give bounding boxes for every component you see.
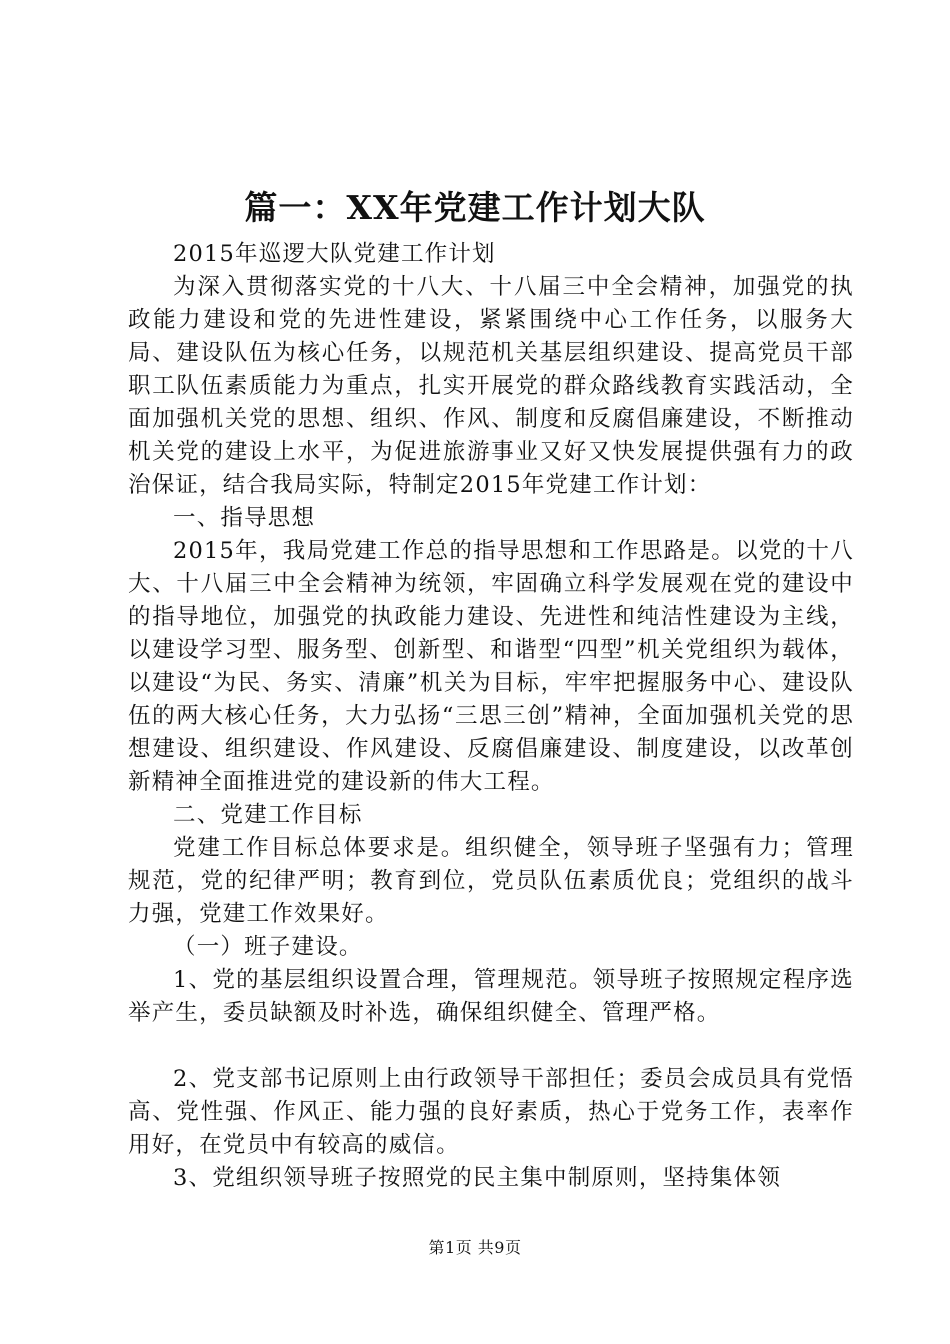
document-title: 篇一：XX年党建工作计划大队 <box>244 188 706 227</box>
list-item-2: 2、党支部书记原则上由行政领导干部担任；委员会成员具有党悟高、党性强、作风正、能力强的良好素质，热心于党务工作，表率作用好，在党员中有较高的威信。 <box>128 1066 854 1158</box>
section-heading-work-goals: 二、党建工作目标 <box>173 802 363 828</box>
document-body <box>128 238 854 1195</box>
paragraph-guiding-thought: 2015年，我局党建工作总的指导思想和工作思路是。以党的十八大、十八届三中全会精神为统领，牢固确立科学发展观在党的建设中的指导地位，加强党的执政能力建设、先进性和纯洁性建设为主线，以建设学习型、服务型、创新型、和谐型“四型”机关党组织为载体，以建设“为民、务实、清廉”机关为目标，牢牢把握服务中心、建设队伍的两大核心任务，大力弘扬“三思三创”精神，全面加强机关党的思想建设、组织建设、作风建设、反腐倡廉建设、制度建设，以改革创新精神全面推进党的建设新的伟大工程。 <box>128 538 854 795</box>
list-item-1: 1、党的基层组织设置合理，管理规范。领导班子按照规定程序选举产生，委员缺额及时补选，确保组织健全、管理严格。 <box>128 967 854 1026</box>
page-number-footer: 第1页 共9页 <box>428 1238 522 1257</box>
section-heading-guiding-thought: 一、指导思想 <box>173 505 316 531</box>
paragraph-work-goals: 党建工作目标总体要求是。组织健全，领导班子坚强有力；管理规范，党的纪律严明；教育到位，党员队伍素质优良；党组织的战斗力强，党建工作效果好。 <box>128 835 854 927</box>
paragraph-plan-heading: 2015年巡逻大队党建工作计划 <box>173 241 496 267</box>
list-item-3: 3、党组织领导班子按照党的民主集中制原则，坚持集体领 <box>173 1165 782 1191</box>
paragraph-intro: 为深入贯彻落实党的十八大、十八届三中全会精神，加强党的执政能力建设和党的先进性建设，紧紧围绕中心工作任务，以服务大局、建设队伍为核心任务，以规范机关基层组织建设、提高党员干部职工队伍素质能力为重点，扎实开展党的群众路线教育实践活动，全面加强机关党的思想、组织、作风、制度和反腐倡廉建设，不断推动机关党的建设上水平，为促进旅游事业又好又快发展提供强有力的政治保证，结合我局实际，特制定2015年党建工作计划： <box>128 274 854 498</box>
subsection-heading-team-building: （一）班子建设。 <box>173 934 363 960</box>
